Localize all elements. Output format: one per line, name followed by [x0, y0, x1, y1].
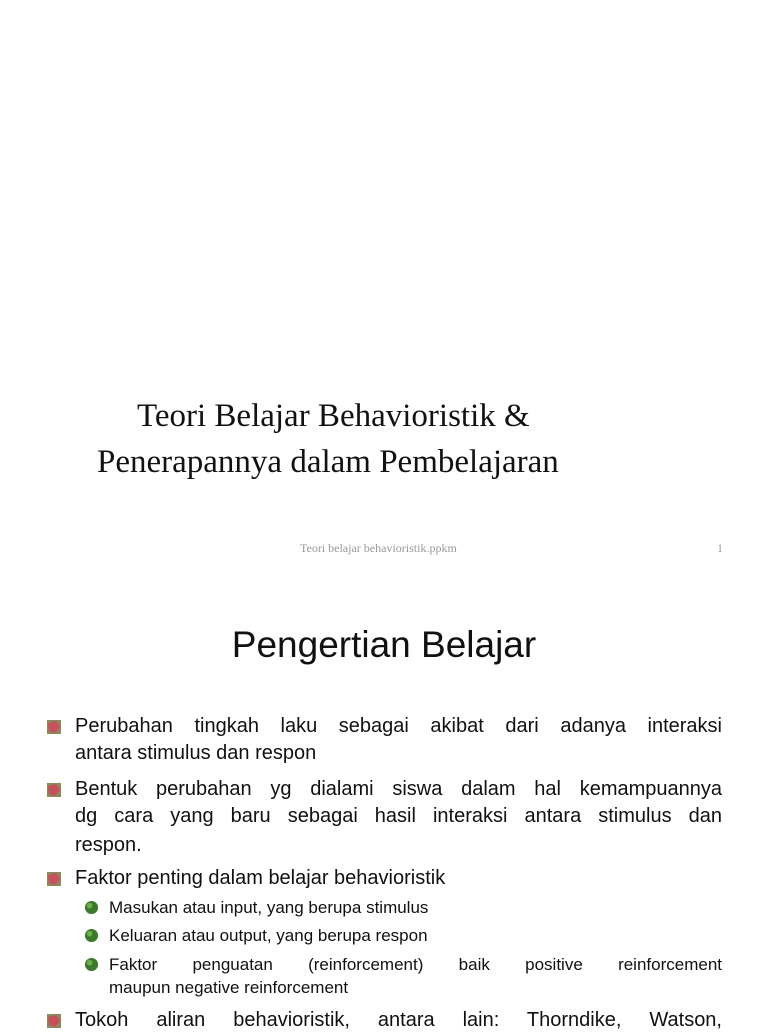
bullet-4-line-1: Tokoh aliran behavioristik, antara lain: Thorndike, Watson, — [75, 1009, 722, 1031]
bullet-3-line-1: Faktor penting dalam belajar behavioristik — [75, 867, 446, 889]
sub-bullet-1: Masukan atau input, yang berupa stimulus — [109, 898, 429, 917]
bullet-icon — [46, 719, 62, 735]
sub-bullet-icon — [84, 957, 99, 972]
sub-bullet-3-line-1: Faktor penguatan (reinforcement) baik positive reinforcement — [109, 955, 722, 974]
slide-footer: Teori belajar behavioristik.ppkm — [300, 541, 457, 555]
slide-title-line-1: Teori Belajar Behavioristik & — [137, 398, 530, 434]
bullet-icon — [46, 871, 62, 887]
sub-bullet-2: Keluaran atau output, yang berupa respon — [109, 926, 428, 945]
bullet-1-line-2: antara stimulus dan respon — [75, 742, 317, 764]
bullet-1-line-1: Perubahan tingkah laku sebagai akibat dari adanya interaksi — [75, 715, 722, 737]
slide-heading: Pengertian Belajar — [231, 624, 537, 665]
bullet-icon — [46, 1013, 62, 1029]
sub-bullet-3-line-2: maupun negative reinforcement — [109, 978, 349, 997]
sub-bullet-icon — [84, 900, 99, 915]
bullet-icon — [46, 782, 62, 798]
bullet-2-line-3: respon. — [75, 834, 142, 856]
bullet-2-line-1: Bentuk perubahan yg dialami siswa dalam hal kemampuannya — [75, 778, 722, 800]
sub-bullet-icon — [84, 928, 99, 943]
slide-title-line-2: Penerapannya dalam Pembelajaran — [97, 444, 559, 480]
bullet-2-line-2: dg cara yang baru sebagai hasil interaksi antara stimulus dan — [75, 805, 722, 827]
page-number: 1 — [717, 541, 723, 555]
